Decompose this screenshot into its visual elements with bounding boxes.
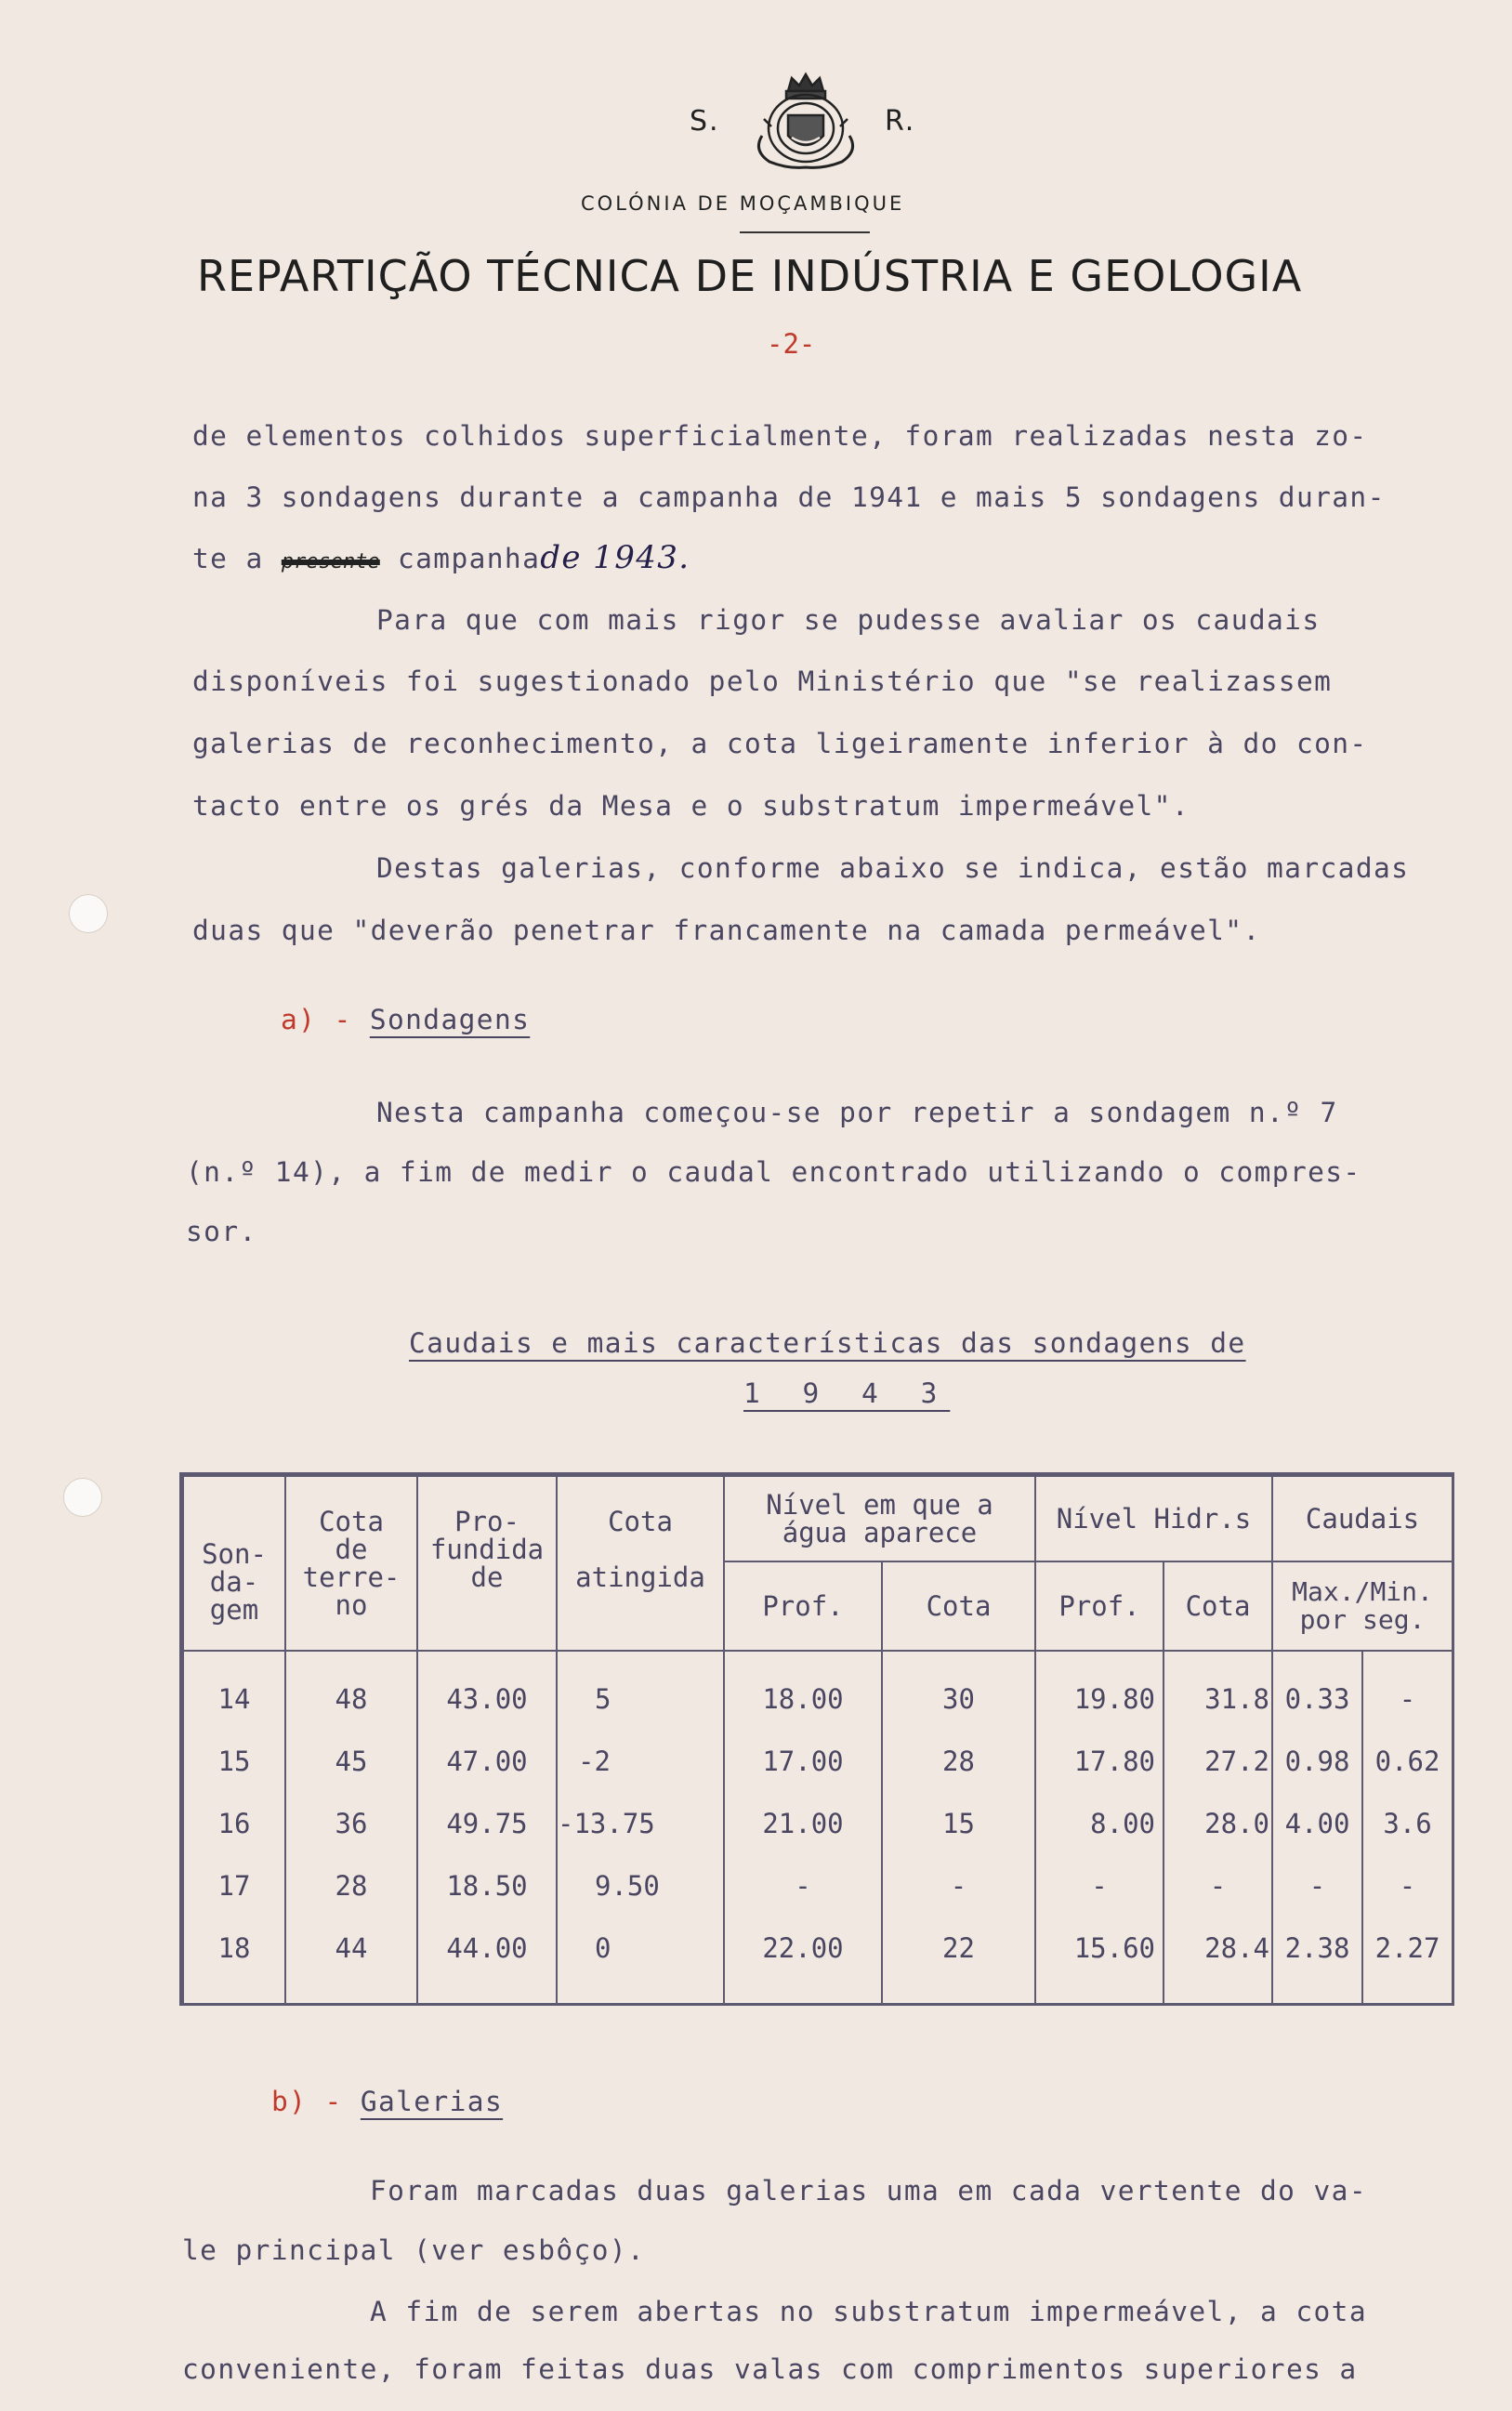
table-cell: 0.62 xyxy=(1362,1730,1453,1792)
header-sondagem-l2: da- xyxy=(209,1566,259,1598)
header-hidr-prof: Prof. xyxy=(1035,1561,1164,1651)
intro-line-7: tacto entre os grés da Mesa e o substratum impermeável". xyxy=(192,790,1190,822)
header-profundidade-l1: Pro- xyxy=(454,1506,519,1537)
section-b-marker: b) - xyxy=(271,2086,343,2117)
table-cell: 17.80 xyxy=(1035,1730,1164,1792)
table-cell: 36 xyxy=(285,1792,417,1854)
table-cell: 28.0 xyxy=(1164,1792,1272,1854)
intro-line-4: Para que com mais rigor se pudesse avaliar os caudais xyxy=(376,604,1321,636)
table-cell: 4.00 xyxy=(1272,1792,1362,1854)
letterhead-colony: COLÓNIA DE MOÇAMBIQUE xyxy=(581,192,905,215)
table-cell: 30 xyxy=(882,1667,1035,1730)
header-cota-atingida-l1: Cota xyxy=(608,1506,673,1537)
table-row xyxy=(183,1854,1453,1917)
section-b-line-2: le principal (ver esbôço). xyxy=(182,2234,646,2266)
header-caudais: Caudais xyxy=(1272,1476,1453,1561)
header-sondagem-l3: gem xyxy=(209,1594,259,1626)
section-a-line-1: Nesta campanha começou-se por repetir a sondagem n.º 7 xyxy=(376,1097,1338,1128)
letterhead-divider xyxy=(740,231,870,233)
table-cell: - xyxy=(1272,1854,1362,1917)
section-b-line-1: Foram marcadas duas galerias uma em cada vertente do va- xyxy=(370,2175,1367,2207)
table-cell: 28 xyxy=(882,1730,1035,1792)
table-cell: 31.8 xyxy=(1164,1667,1272,1730)
header-nivel-agua-l2: água aparece xyxy=(782,1517,978,1548)
header-cota-terreno-l4: no xyxy=(335,1589,368,1621)
letterhead-left-letter: S. xyxy=(690,105,720,138)
intro-line-1: de elementos colhidos superficialmente, foram realizadas nesta zo- xyxy=(192,420,1368,452)
table-row xyxy=(183,1792,1453,1854)
intro-line-2: na 3 sondagens durante a campanha de 1941 e mais 5 sondagens duran- xyxy=(192,481,1386,513)
table-cell: 44 xyxy=(285,1917,417,1979)
header-sondagem xyxy=(183,1476,285,1651)
table-cell: 0 xyxy=(557,1917,724,1979)
table-cell: - xyxy=(1164,1854,1272,1917)
table-cell: - xyxy=(724,1854,882,1917)
header-nivel-agua-l1: Nível em que a xyxy=(766,1489,993,1521)
table-cell: -13.75 xyxy=(557,1792,724,1854)
header-nivel-hidr: Nível Hidr.s xyxy=(1035,1476,1272,1561)
table-cell: 27.2 xyxy=(1164,1730,1272,1792)
table-cell: 43.00 xyxy=(417,1667,557,1730)
section-b-line-3: A fim de serem abertas no substratum impermeável, a cota xyxy=(370,2296,1367,2327)
table-cell: - xyxy=(1362,1854,1453,1917)
section-a-heading xyxy=(281,1004,530,1035)
table-cell: 18 xyxy=(183,1917,285,1979)
table-cell: 0.33 xyxy=(1272,1667,1362,1730)
table-cell: 15.60 xyxy=(1035,1917,1164,1979)
table-cell: 2.38 xyxy=(1272,1917,1362,1979)
header-hidr-cota: Cota xyxy=(1164,1561,1272,1651)
table-cell: 16 xyxy=(183,1792,285,1854)
table-row xyxy=(183,1917,1453,1979)
header-caudais-max-min: Max./Min. xyxy=(1292,1576,1433,1607)
table-cell: 19.80 xyxy=(1035,1667,1164,1730)
intro-line-5: disponíveis foi sugestionado pelo Ministério que "se realizassem xyxy=(192,665,1333,697)
table-cell: 14 xyxy=(183,1667,285,1730)
intro-line-6: galerias de reconhecimento, a cota ligeiramente inferior à do con- xyxy=(192,728,1368,759)
header-sondagem-l1: Son- xyxy=(202,1538,267,1570)
table-cell: 18.00 xyxy=(724,1667,882,1730)
header-profundidade xyxy=(417,1476,557,1651)
section-b-heading xyxy=(271,2086,503,2117)
table-cell: 49.75 xyxy=(417,1792,557,1854)
table-cell: 8.00 xyxy=(1035,1792,1164,1854)
table-cell: 15 xyxy=(882,1792,1035,1854)
table-cell: 9.50 xyxy=(557,1854,724,1917)
table-cell: - xyxy=(882,1854,1035,1917)
table-cell: 45 xyxy=(285,1730,417,1792)
header-profundidade-l3: de xyxy=(470,1561,504,1593)
section-a-title: Sondagens xyxy=(369,1004,531,1035)
header-cota-terreno-l3: terre- xyxy=(302,1561,401,1593)
table-title-line-2: 1 9 4 3 xyxy=(743,1377,951,1409)
intro-line-3 xyxy=(192,539,690,576)
table-cell: 22 xyxy=(882,1917,1035,1979)
table-cell: 17 xyxy=(183,1854,285,1917)
table-row xyxy=(183,1667,1453,1730)
header-cota-terreno-l1: Cota xyxy=(319,1506,384,1537)
letterhead-department: REPARTIÇÃO TÉCNICA DE INDÚSTRIA E GEOLOGIA xyxy=(197,251,1303,301)
section-b-title: Galerias xyxy=(360,2086,504,2117)
table-cell: 21.00 xyxy=(724,1792,882,1854)
intro-line-9: duas que "deverão penetrar francamente na camada permeável". xyxy=(192,915,1261,946)
header-cota-atingida-l3: atingida xyxy=(575,1561,705,1593)
table-cell: - xyxy=(1035,1854,1164,1917)
table-cell: 22.00 xyxy=(724,1917,882,1979)
header-caudais-por-seg: por seg. xyxy=(1299,1604,1426,1635)
punch-hole-top xyxy=(69,894,108,933)
table-cell: 0.98 xyxy=(1272,1730,1362,1792)
struck-out-word: presente xyxy=(281,550,380,573)
table-title-line-1: Caudais e mais características das sondagens de xyxy=(409,1327,1246,1359)
table-cell: 3.6 xyxy=(1362,1792,1453,1854)
header-cota-terreno xyxy=(285,1476,417,1651)
section-a-line-3: sor. xyxy=(186,1216,257,1247)
table-cell: - xyxy=(1362,1667,1453,1730)
handwritten-insertion: de 1943. xyxy=(540,539,690,576)
table-row xyxy=(183,1730,1453,1792)
table-cell: 18.50 xyxy=(417,1854,557,1917)
header-agua-cota: Cota xyxy=(882,1561,1035,1651)
section-a-marker: a) - xyxy=(281,1004,352,1035)
header-nivel-agua xyxy=(724,1476,1035,1561)
header-cota-terreno-l2: de xyxy=(335,1534,368,1565)
table-cell: 44.00 xyxy=(417,1917,557,1979)
table-cell: 48 xyxy=(285,1667,417,1730)
table-cell: 28.4 xyxy=(1164,1917,1272,1979)
table-cell: 15 xyxy=(183,1730,285,1792)
table-cell: 47.00 xyxy=(417,1730,557,1792)
header-cota-atingida xyxy=(557,1476,724,1651)
section-a-line-2: (n.º 14), a fim de medir o caudal encontrado utilizando o compres- xyxy=(186,1156,1361,1188)
table-cell: 17.00 xyxy=(724,1730,882,1792)
letterhead-right-letter: R. xyxy=(885,105,916,138)
intro-line-3-mid: campanha xyxy=(397,543,541,574)
page-number: -2- xyxy=(767,328,816,360)
coat-of-arms-emblem xyxy=(751,71,861,175)
table-cell: 2.27 xyxy=(1362,1917,1453,1979)
header-caudais-sub xyxy=(1272,1561,1453,1651)
table-cell: 5 xyxy=(557,1667,724,1730)
sondagens-table xyxy=(182,1475,1453,2004)
header-agua-prof: Prof. xyxy=(724,1561,882,1651)
table-cell: -2 xyxy=(557,1730,724,1792)
punch-hole-bottom xyxy=(63,1478,102,1517)
intro-line-8: Destas galerias, conforme abaixo se indica, estão marcadas xyxy=(376,852,1410,884)
table-cell: 28 xyxy=(285,1854,417,1917)
header-profundidade-l2: fundida xyxy=(429,1534,545,1565)
intro-line-3-start: te a xyxy=(192,543,264,574)
section-b-line-4: conveniente, foram feitas duas valas com comprimentos superiores a xyxy=(182,2353,1358,2385)
